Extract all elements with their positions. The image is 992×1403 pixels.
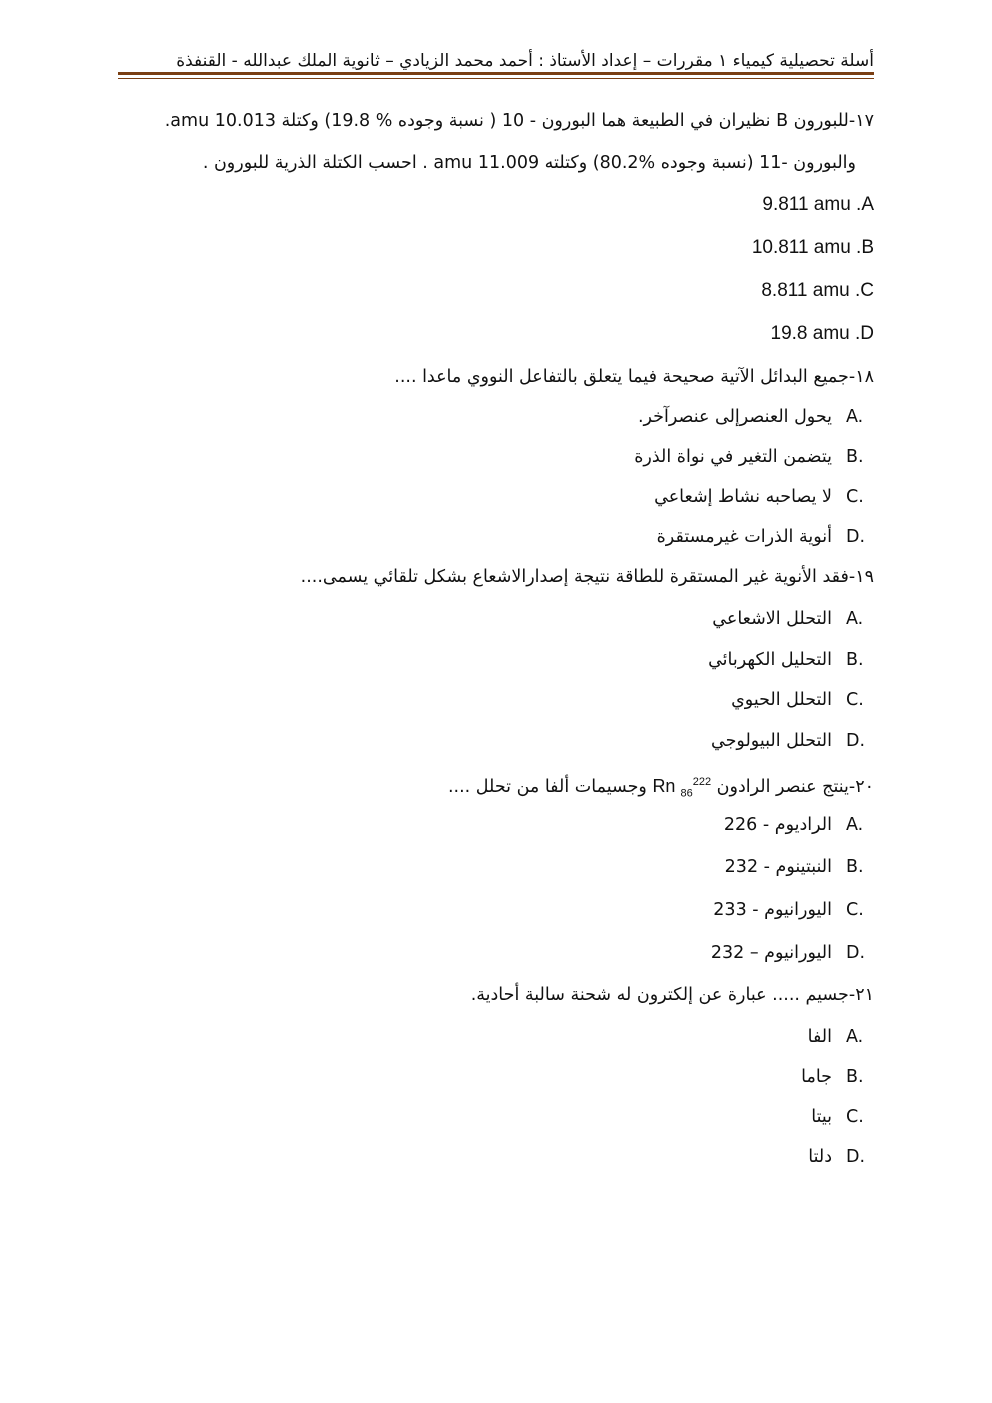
q17-option-b: 10.811 amu .B bbox=[751, 237, 874, 258]
q21-question: ٢١-جسيم ..... عبارة عن إلكترون له شحنة سالبة أحادية. bbox=[470, 985, 874, 1005]
option-text: اليورانيوم - 233 bbox=[713, 900, 832, 920]
option-letter: D. bbox=[846, 1147, 866, 1167]
option-letter: C. bbox=[846, 487, 864, 507]
option-text: بيتا bbox=[811, 1107, 832, 1127]
option-text: التحلل الاشعاعي bbox=[712, 609, 832, 629]
q20-suffix: وجسيمات ألفا من تحلل .... bbox=[447, 777, 647, 797]
q20-option-c bbox=[118, 895, 874, 925]
option-text: جاما bbox=[801, 1067, 832, 1087]
q20-option-d bbox=[118, 938, 874, 968]
q18-option-b bbox=[118, 442, 874, 472]
q21-option-c bbox=[118, 1102, 874, 1132]
q19-option-d bbox=[118, 726, 874, 756]
q18-question: ١٨-جميع البدائل الآتية صحيحة فيما يتعلق بالتفاعل النووي ماعدا .... bbox=[394, 367, 874, 387]
q17-option-a: 9.811 amu .A bbox=[762, 194, 874, 215]
q20-option-b bbox=[118, 852, 874, 882]
option-letter: B. bbox=[846, 857, 864, 877]
header-rule bbox=[118, 72, 874, 75]
radon-symbol bbox=[652, 776, 712, 800]
radon-atomic-number: 86 bbox=[680, 787, 693, 800]
q17-option-d: 19.8 amu .D bbox=[770, 323, 874, 344]
q17-line1: ١٧-للبورون B نظيران في الطبيعة هما البورون - 10 ( نسبة وجوده % 19.8) وكتلة 10.013 amu. bbox=[164, 111, 874, 131]
option-text: النبتينوم - 232 bbox=[724, 857, 832, 877]
option-text: الفا bbox=[807, 1027, 832, 1047]
option-letter: D. bbox=[846, 943, 866, 963]
q17-line2: والبورون -11 (نسبة وجوده %80.2) وكتلته 11.009 amu . احسب الكتلة الذرية للبورون . bbox=[202, 153, 856, 173]
q18-option-d bbox=[118, 522, 874, 552]
q20-option-a bbox=[118, 810, 874, 840]
q21-option-a bbox=[118, 1022, 874, 1052]
option-letter: B. bbox=[846, 650, 864, 670]
option-text: يحول العنصرإلى عنصرآخر. bbox=[637, 407, 832, 427]
option-text: أنوية الذرات غيرمستقرة bbox=[656, 527, 832, 547]
q21-option-d bbox=[118, 1142, 874, 1172]
header-rule-thin bbox=[118, 78, 874, 79]
option-letter: D. bbox=[846, 731, 866, 751]
q19-question: ١٩-فقد الأنوية غير المستقرة للطاقة نتيجة إصدارالاشعاع بشكل تلقائي يسمى.... bbox=[300, 567, 874, 587]
option-letter: B. bbox=[846, 1067, 864, 1087]
option-text: التحليل الكهربائي bbox=[708, 650, 832, 670]
radon-mass-number: 222 bbox=[692, 776, 712, 788]
q21-option-b bbox=[118, 1062, 874, 1092]
option-letter: A. bbox=[846, 1027, 864, 1047]
q20-question bbox=[448, 767, 874, 809]
option-letter: C. bbox=[846, 1107, 864, 1127]
option-letter: A. bbox=[846, 609, 864, 629]
option-text: التحلل الحيوي bbox=[731, 690, 832, 710]
option-letter: C. bbox=[846, 690, 864, 710]
q18-option-a bbox=[118, 402, 874, 432]
q17-option-c: 8.811 amu .C bbox=[761, 280, 874, 301]
q20-prefix: ٢٠-ينتج عنصر الرادون bbox=[716, 777, 874, 797]
option-letter: C. bbox=[846, 900, 864, 920]
option-letter: B. bbox=[846, 447, 864, 467]
option-text: يتضمن التغير في نواة الذرة bbox=[634, 447, 832, 467]
q18-option-c bbox=[118, 482, 874, 512]
radon-symbol-text: Rn bbox=[652, 776, 676, 796]
option-text: دلتا bbox=[808, 1147, 832, 1167]
option-letter: D. bbox=[846, 527, 866, 547]
q19-option-c bbox=[118, 685, 874, 715]
option-letter: A. bbox=[846, 407, 864, 427]
option-text: الراديوم - 226 bbox=[723, 815, 832, 835]
q19-option-a bbox=[118, 604, 874, 634]
option-text: لا يصاحبه نشاط إشعاعي bbox=[654, 487, 832, 507]
option-letter: A. bbox=[846, 815, 864, 835]
page-header: أسلة تحصيلية كيمياء ١ مقررات – إعداد الأستاذ : أحمد محمد الزيادي – ثانوية الملك عبدالله - القنفذة bbox=[176, 51, 874, 71]
q19-option-b bbox=[118, 645, 874, 675]
option-text: التحلل البيولوجي bbox=[711, 731, 832, 751]
option-text: اليورانيوم – 232 bbox=[710, 943, 832, 963]
